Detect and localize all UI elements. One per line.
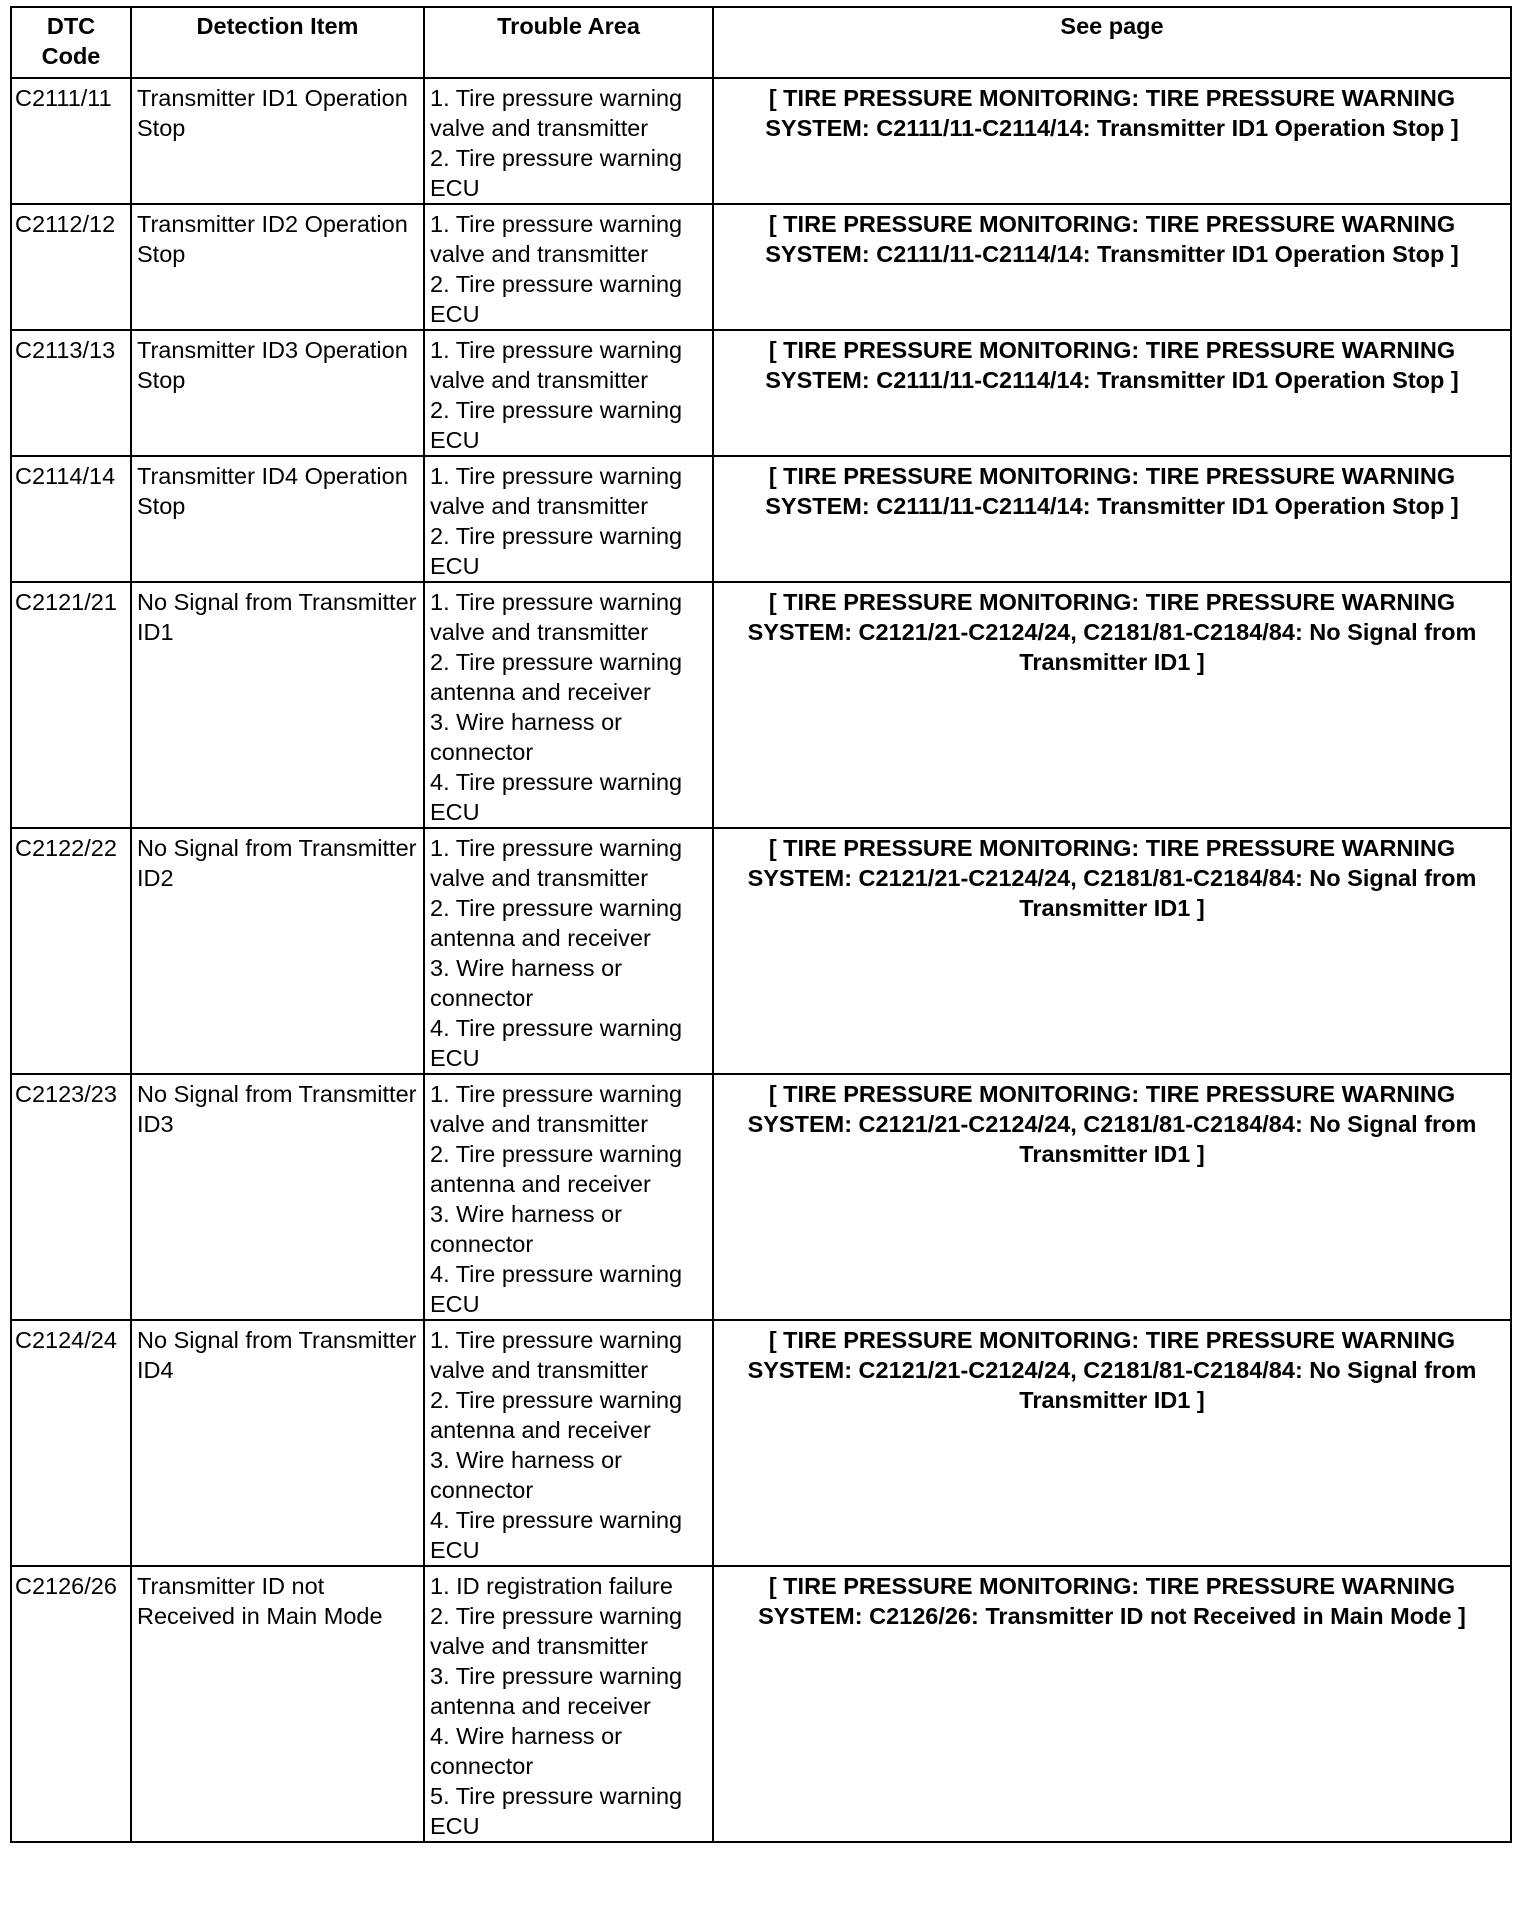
- header-detection-item: Detection Item: [131, 7, 424, 78]
- table-row: [11, 1566, 1511, 1842]
- see-page-link[interactable]: [ TIRE PRESSURE MONITORING: TIRE PRESSURE WARNING SYSTEM: C2111/11-C2114/14: Transmitter ID1 Operation Stop ]: [713, 330, 1511, 456]
- trouble-area-cell: [424, 330, 713, 456]
- see-page-link[interactable]: [ TIRE PRESSURE MONITORING: TIRE PRESSURE WARNING SYSTEM: C2121/21-C2124/24, C2181/81-C2184/84: No Signal from Transmitter ID1 ]: [713, 1074, 1511, 1320]
- trouble-area-item: 2. Tire pressure warning antenna and receiver: [430, 649, 683, 705]
- trouble-area-item: 2. Tire pressure warning antenna and receiver: [430, 1141, 683, 1197]
- dtc-code-cell: C2126/26: [11, 1566, 131, 1842]
- see-page-link[interactable]: [ TIRE PRESSURE MONITORING: TIRE PRESSURE WARNING SYSTEM: C2121/21-C2124/24, C2181/81-C2184/84: No Signal from Transmitter ID1 ]: [713, 1320, 1511, 1566]
- trouble-area-item: 3. Tire pressure warning antenna and receiver: [430, 1663, 683, 1719]
- trouble-area-item: 4. Tire pressure warning ECU: [430, 1261, 683, 1317]
- detection-item-cell: No Signal from Transmitter ID1: [131, 582, 424, 828]
- trouble-area-cell: [424, 1566, 713, 1842]
- header-dtc-code: DTC Code: [11, 7, 131, 78]
- trouble-area-item: 4. Wire harness or connector: [430, 1723, 622, 1779]
- trouble-area-item: 2. Tire pressure warning ECU: [430, 523, 683, 579]
- trouble-area-item: 4. Tire pressure warning ECU: [430, 1507, 683, 1563]
- dtc-table: [10, 6, 1512, 1843]
- dtc-code-cell: C2124/24: [11, 1320, 131, 1566]
- trouble-area-item: 1. Tire pressure warning valve and transmitter: [430, 1327, 683, 1383]
- trouble-area-cell: [424, 204, 713, 330]
- trouble-area-cell: [424, 1074, 713, 1320]
- detection-item-cell: No Signal from Transmitter ID4: [131, 1320, 424, 1566]
- trouble-area-cell: [424, 582, 713, 828]
- trouble-area-item: 1. Tire pressure warning valve and transmitter: [430, 835, 683, 891]
- table-row: [11, 78, 1511, 204]
- trouble-area-item: 4. Tire pressure warning ECU: [430, 1015, 683, 1071]
- table-row: [11, 330, 1511, 456]
- detection-item-cell: Transmitter ID not Received in Main Mode: [131, 1566, 424, 1842]
- trouble-area-item: 1. Tire pressure warning valve and transmitter: [430, 589, 683, 645]
- table-row: [11, 1074, 1511, 1320]
- see-page-link[interactable]: [ TIRE PRESSURE MONITORING: TIRE PRESSURE WARNING SYSTEM: C2126/26: Transmitter ID not Received in Main Mode ]: [713, 1566, 1511, 1842]
- trouble-area-cell: [424, 456, 713, 582]
- table-body: [11, 78, 1511, 1842]
- trouble-area-item: 2. Tire pressure warning antenna and receiver: [430, 895, 683, 951]
- trouble-area-cell: [424, 828, 713, 1074]
- trouble-area-item: 1. Tire pressure warning valve and transmitter: [430, 337, 683, 393]
- table-row: [11, 828, 1511, 1074]
- header-see-page: See page: [713, 7, 1511, 78]
- trouble-area-item: 2. Tire pressure warning valve and transmitter: [430, 1603, 683, 1659]
- trouble-area-item: 3. Wire harness or connector: [430, 709, 622, 765]
- trouble-area-item: 2. Tire pressure warning ECU: [430, 397, 683, 453]
- header-row: [11, 7, 1511, 78]
- detection-item-cell: Transmitter ID2 Operation Stop: [131, 204, 424, 330]
- trouble-area-item: 4. Tire pressure warning ECU: [430, 769, 683, 825]
- detection-item-cell: No Signal from Transmitter ID3: [131, 1074, 424, 1320]
- dtc-code-cell: C2123/23: [11, 1074, 131, 1320]
- trouble-area-item: 1. Tire pressure warning valve and transmitter: [430, 463, 683, 519]
- trouble-area-item: 2. Tire pressure warning antenna and receiver: [430, 1387, 683, 1443]
- trouble-area-item: 1. ID registration failure: [430, 1573, 673, 1599]
- see-page-link[interactable]: [ TIRE PRESSURE MONITORING: TIRE PRESSURE WARNING SYSTEM: C2111/11-C2114/14: Transmitter ID1 Operation Stop ]: [713, 78, 1511, 204]
- trouble-area-item: 2. Tire pressure warning ECU: [430, 145, 683, 201]
- trouble-area-cell: [424, 78, 713, 204]
- header-trouble-area: Trouble Area: [424, 7, 713, 78]
- dtc-code-cell: C2113/13: [11, 330, 131, 456]
- dtc-code-cell: C2114/14: [11, 456, 131, 582]
- table-row: [11, 204, 1511, 330]
- table-row: [11, 456, 1511, 582]
- trouble-area-item: 1. Tire pressure warning valve and transmitter: [430, 211, 683, 267]
- trouble-area-item: 5. Tire pressure warning ECU: [430, 1783, 683, 1839]
- detection-item-cell: No Signal from Transmitter ID2: [131, 828, 424, 1074]
- dtc-code-cell: C2122/22: [11, 828, 131, 1074]
- see-page-link[interactable]: [ TIRE PRESSURE MONITORING: TIRE PRESSURE WARNING SYSTEM: C2121/21-C2124/24, C2181/81-C2184/84: No Signal from Transmitter ID1 ]: [713, 582, 1511, 828]
- see-page-link[interactable]: [ TIRE PRESSURE MONITORING: TIRE PRESSURE WARNING SYSTEM: C2111/11-C2114/14: Transmitter ID1 Operation Stop ]: [713, 456, 1511, 582]
- trouble-area-item: 3. Wire harness or connector: [430, 955, 622, 1011]
- trouble-area-item: 3. Wire harness or connector: [430, 1447, 622, 1503]
- trouble-area-item: 1. Tire pressure warning valve and transmitter: [430, 85, 683, 141]
- table-row: [11, 582, 1511, 828]
- see-page-link[interactable]: [ TIRE PRESSURE MONITORING: TIRE PRESSURE WARNING SYSTEM: C2121/21-C2124/24, C2181/81-C2184/84: No Signal from Transmitter ID1 ]: [713, 828, 1511, 1074]
- dtc-code-cell: C2112/12: [11, 204, 131, 330]
- detection-item-cell: Transmitter ID4 Operation Stop: [131, 456, 424, 582]
- trouble-area-cell: [424, 1320, 713, 1566]
- trouble-area-item: 1. Tire pressure warning valve and transmitter: [430, 1081, 683, 1137]
- dtc-code-cell: C2111/11: [11, 78, 131, 204]
- see-page-link[interactable]: [ TIRE PRESSURE MONITORING: TIRE PRESSURE WARNING SYSTEM: C2111/11-C2114/14: Transmitter ID1 Operation Stop ]: [713, 204, 1511, 330]
- detection-item-cell: Transmitter ID3 Operation Stop: [131, 330, 424, 456]
- trouble-area-item: 2. Tire pressure warning ECU: [430, 271, 683, 327]
- dtc-code-cell: C2121/21: [11, 582, 131, 828]
- detection-item-cell: Transmitter ID1 Operation Stop: [131, 78, 424, 204]
- trouble-area-item: 3. Wire harness or connector: [430, 1201, 622, 1257]
- table-row: [11, 1320, 1511, 1566]
